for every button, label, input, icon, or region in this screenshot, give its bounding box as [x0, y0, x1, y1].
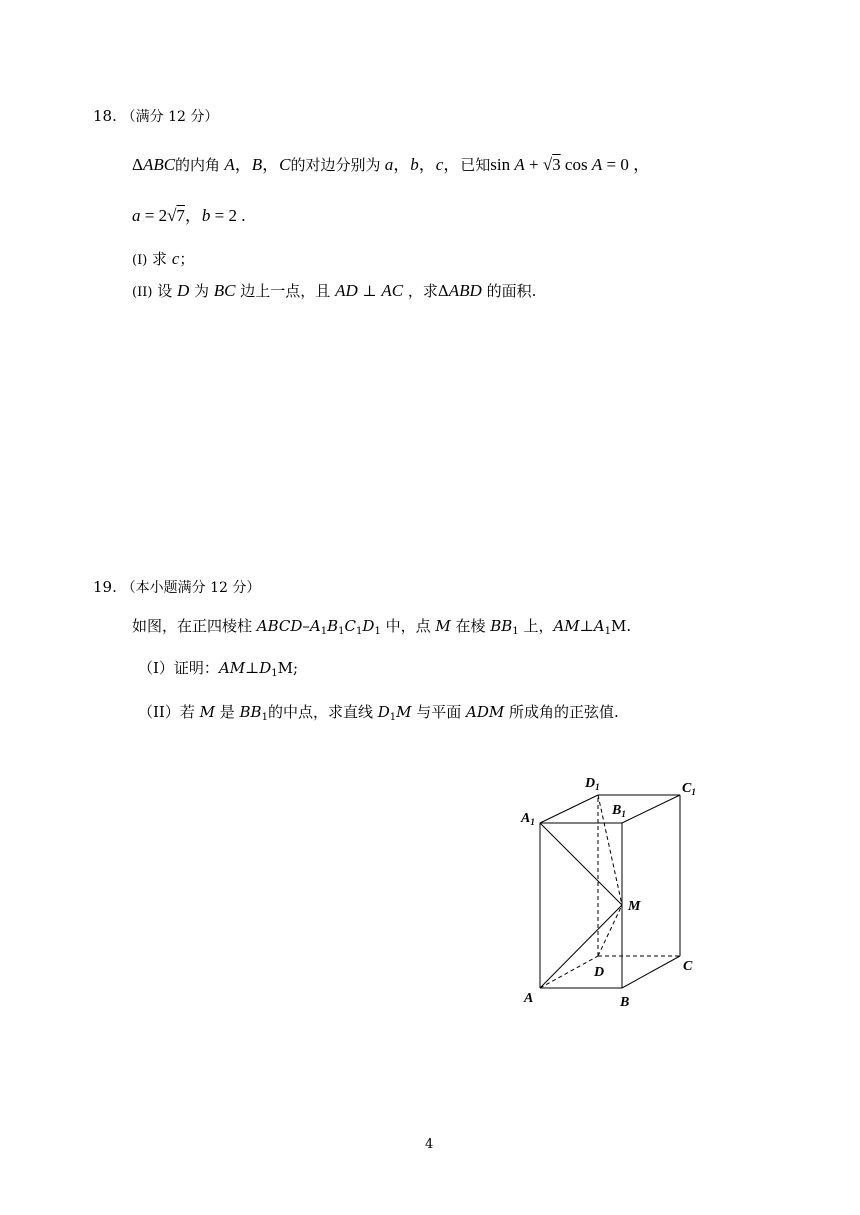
label-b: B — [620, 995, 630, 1010]
q19-part2: （II）若 M 是 $BB_1$的中点，求直线 $D_1M$ 与平面 ADM 所成角的正弦值. — [138, 703, 619, 723]
edge-d1-a1 — [540, 795, 598, 823]
edge-b1-c1 — [622, 795, 680, 823]
q18-header — [93, 106, 218, 126]
q18-part2: (II) 设 D 为 BC 边上一点，且 AD ⊥ AC ，求ΔABD 的面积. — [132, 281, 537, 300]
q18-number: 18. — [93, 107, 117, 125]
prism-figure — [510, 770, 710, 1020]
label-c: C — [683, 959, 693, 974]
q18-equation: sin A + √3 cos A = 0 — [490, 155, 629, 174]
label-a: A — [524, 991, 534, 1006]
label-b1: $B_1$ — [612, 803, 626, 819]
label-d: D — [594, 965, 605, 980]
label-a1: $A_1$ — [521, 811, 535, 827]
segment-a-m — [540, 905, 622, 988]
segment-a1-m — [540, 823, 622, 905]
edge-a-d — [540, 956, 598, 988]
page-number: 4 — [425, 1137, 434, 1152]
q19-header — [93, 577, 260, 597]
q19-score: （本小题满分 12 分） — [121, 580, 261, 596]
segment-d-m — [598, 905, 622, 956]
label-m: M — [628, 899, 641, 914]
q18-triangle: ΔABC — [132, 155, 176, 174]
q18-part1: (I) 求 c； — [132, 249, 195, 268]
q18-line2: a = 2√7，b = 2 . — [132, 206, 246, 225]
edge-b-c — [622, 956, 680, 988]
q18-line1: ΔABC的内角 A，B，C的对边分别为 a，b，c，已知sin A + √3 cos A = 0 ， — [132, 155, 651, 174]
q18-score: （满分 12 分） — [121, 109, 219, 125]
q19-stem: 如图，在正四棱柱 ABCD–$A_1B_1C_1D_1$ 中，点 M 在棱 $BB_1$ 上，$AM\perp A_1M$. — [132, 617, 632, 637]
q19-number: 19. — [93, 578, 117, 596]
q19-part1: （I）证明：$AM\perp D_1M$; — [138, 659, 299, 679]
label-c1: $C_1$ — [682, 781, 696, 797]
label-d1: $D_1$ — [585, 776, 600, 792]
